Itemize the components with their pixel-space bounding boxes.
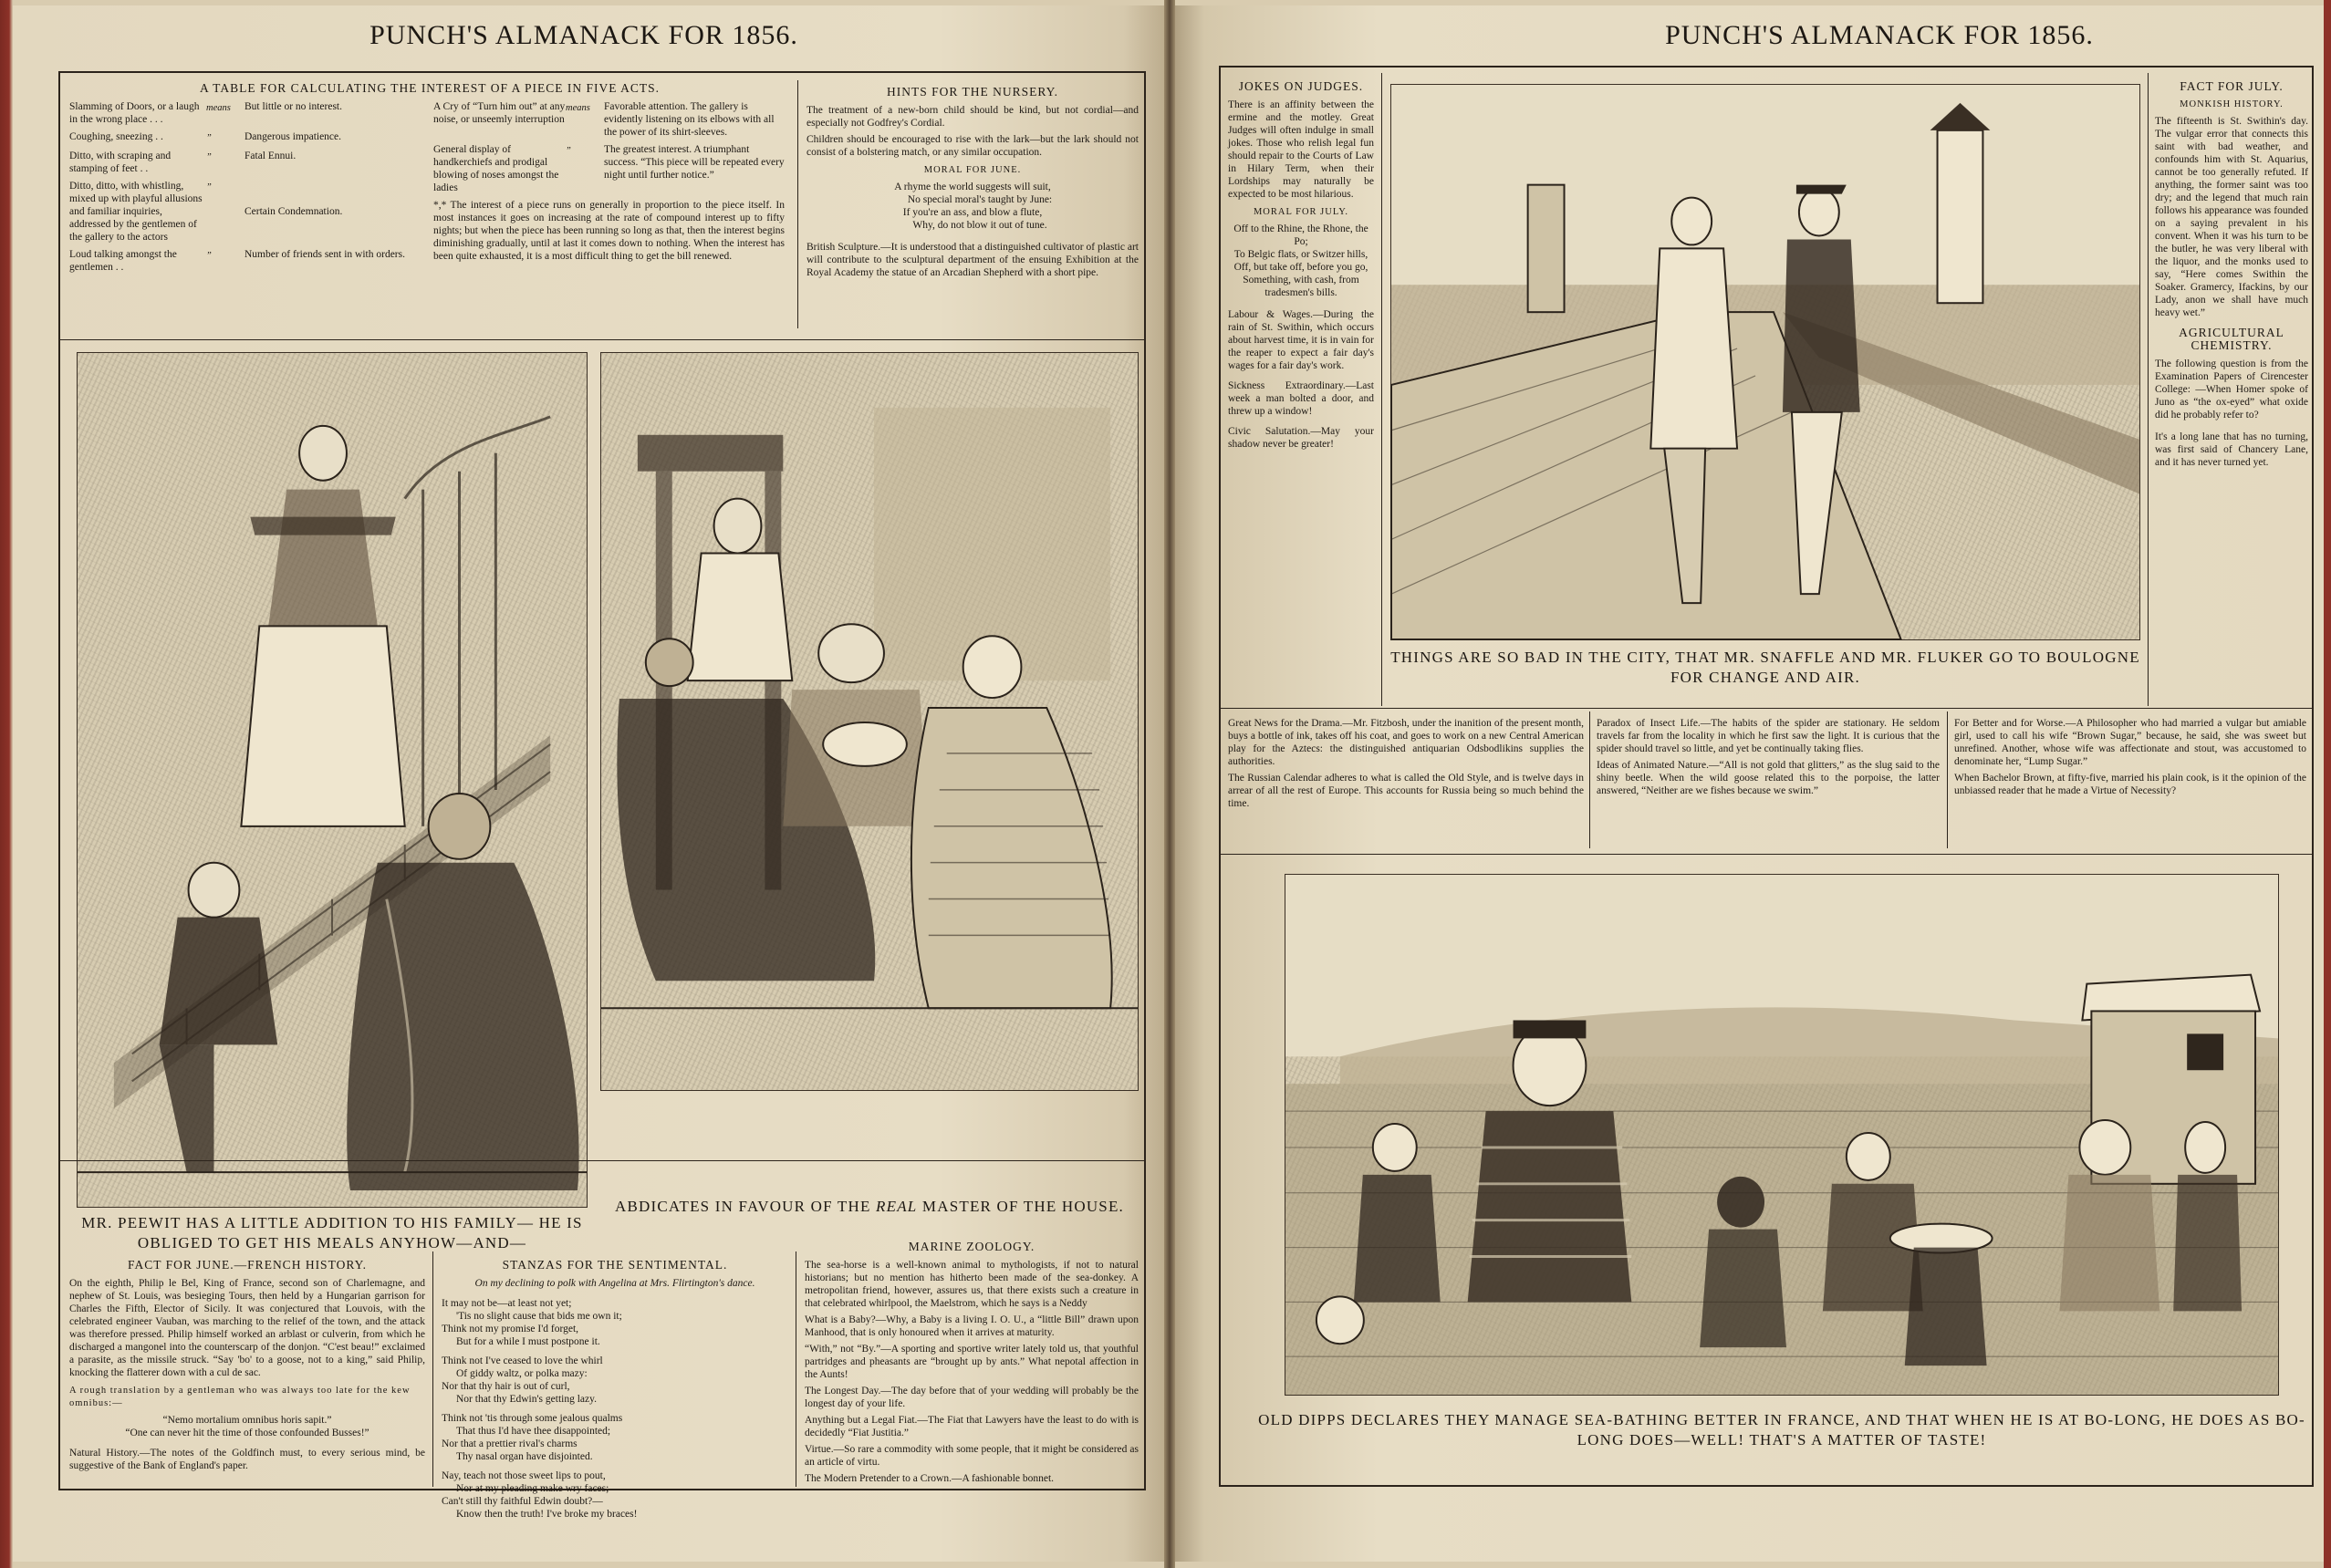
table-cause: Loud talking amongst the gentlemen . .: [69, 249, 177, 273]
verse-line: Nay, teach not those sweet lips to pout,: [442, 1470, 606, 1481]
verse-gap: [442, 1406, 788, 1412]
russian-calendar: The Russian Calendar adheres to what is called the Old Style, and is twelve days in arrear of all the rest of Europe. This accounts for Russia being so much behind the time.: [1228, 773, 1584, 809]
verse-line: To Belgic flats, or Switzer hills,: [1233, 249, 1368, 260]
interest-table-right-column: [433, 100, 785, 278]
english-quote: “One can never hit the time of those confounded Busses!”: [125, 1428, 369, 1438]
column-rule: [1381, 73, 1382, 706]
table-cause: Coughing, sneezing . .: [69, 131, 163, 142]
table-cause: Ditto, with scraping and stamping of feet . .: [69, 151, 172, 174]
verse-gap: [442, 1348, 788, 1355]
engraving-snaffle: [1390, 84, 2140, 640]
caption-snaffle: THINGS ARE SO BAD IN THE CITY, THAT MR. SNAFFLE AND MR. FLUKER GO TO BOULOGNE FOR CHANGE AND AIR.: [1390, 649, 2140, 686]
stanzas-verse: [442, 1297, 788, 1521]
verse-line: Nor at my pleading make wry faces;: [456, 1483, 609, 1494]
verse-line: Think not my promise I'd forget,: [442, 1324, 579, 1334]
caption-abdicates-emphasis: REAL: [876, 1198, 918, 1215]
ideas-animated-nature: Ideas of Animated Nature.—“All is not gold that glitters,” as the slug said to the shiny beetle. When the wild goose related this to the porpoise, the latter answered, “Neither are we fishes because we swim.”: [1597, 760, 1940, 796]
book-gutter: [1164, 0, 1175, 1568]
engraving-abdicates-art: [601, 353, 1138, 1090]
table-effect: Number of friends sent in with orders.: [245, 249, 405, 260]
paradox-insect-life: Paradox of Insect Life.—The habits of the spider are stationary. He seldom travels far from the locality in which he first saw the light. It is curious that the spider should travel so little, and yet be continually taking flies.: [1597, 718, 1940, 754]
agricultural-chemistry-body: The following question is from the Examination Papers of Cirencester College: —When Homer spoke of Juno as “the ox-eyed” what oxide did he probably refer to?: [2155, 358, 2308, 421]
fact-for-june: [69, 1259, 425, 1487]
book-edge: [2324, 0, 2331, 1568]
table-ditto: ”: [206, 152, 212, 162]
verse-line: Think not I've ceased to love the whirl: [442, 1355, 603, 1366]
verse-line: 'Tis no slight cause that bids me own it;: [456, 1311, 622, 1322]
table-cause: General display of handkerchiefs and prodigal blowing of noses amongst the ladies: [433, 144, 559, 193]
section-rule: [60, 1160, 1144, 1161]
table-ditto: ”: [206, 133, 212, 143]
marine-paragraph: The Modern Pretender to a Crown.—A fashionable bonnet.: [805, 1473, 1055, 1484]
drama-russian-column: [1228, 717, 1584, 854]
section-rule: [60, 339, 1144, 340]
marine-paragraph: The sea-horse is a well-known animal to mythologists, if not to natural historians; but no mention has hitherto been made of the sea-donkey. A metropolitan friend, however, assures us, that there exists such a creature in that celebrated whirlpool, the Maelstrom, which he says is a Neddy: [805, 1260, 1139, 1309]
latin-quote: “Nemo mortalium omnibus horis sapit.”: [162, 1415, 332, 1426]
nursery-paragraph: Children should be encouraged to rise with the lark—but the lark should not consist of a bolstering match, or any similar occupation.: [806, 134, 1139, 158]
interest-table-left-column: [69, 100, 421, 278]
agricultural-chemistry-title: AGRICULTURAL CHEMISTRY.: [2179, 326, 2284, 352]
table-row: [69, 180, 421, 244]
table-ditto: ”: [566, 146, 571, 156]
table-means: means: [566, 103, 590, 113]
british-sculpture: British Sculpture.—It is understood that a distinguished cultivator of plastic art will contribute to the sculptural department of the ensuing Exhibition at the Royal Academy the statue of an Arcadian Shepherd with a short pipe.: [806, 242, 1139, 278]
verse-line: Off, but take off, before you go,: [1233, 262, 1368, 273]
caption-abdicates: [600, 1197, 1139, 1217]
stanzas-for-sentimental: [442, 1258, 788, 1520]
table-row: [69, 150, 421, 175]
moral-july-verse: [1228, 223, 1374, 299]
caption-peewit: MR. PEEWIT HAS A LITTLE ADDITION TO HIS FAMILY— HE IS OBLIGED TO GET HIS MEALS ANYHOW—AND—: [81, 1214, 583, 1251]
column-rule: [432, 1251, 433, 1487]
table-means: means: [206, 103, 231, 113]
interest-table-title: A TABLE FOR CALCULATING THE INTEREST OF A PIECE IN FIVE ACTS.: [200, 81, 660, 95]
table-row: [69, 100, 421, 126]
table-effect: Dangerous impatience.: [245, 131, 342, 142]
verse-line: Something, with cash, from tradesmen's bills.: [1243, 275, 1359, 298]
hints-for-nursery: [806, 86, 1139, 330]
natural-history: Natural History.—The notes of the Goldfinch must, to every serious mind, be suggestive of the Bank of England's paper.: [69, 1448, 425, 1471]
judges-title: JOKES ON JUDGES.: [1238, 79, 1364, 93]
caption-abdicates-start: ABDICATES IN FAVOUR OF THE: [615, 1198, 871, 1215]
verse-line: Thy nasal organ have disjointed.: [456, 1451, 593, 1462]
verse-line: If you're an ass, and blow a flute,: [902, 207, 1043, 218]
caption-abdicates-end: MASTER OF THE HOUSE.: [921, 1198, 1124, 1215]
right-page-header: PUNCH'S ALMANACK FOR 1856.: [1665, 20, 2094, 50]
engraving-snaffle-art: [1391, 85, 2139, 639]
marine-paragraph: Virtue.—So rare a commodity with some people, that it might be considered as an article of virtu.: [805, 1444, 1139, 1468]
verse-line: Nor that thy Edwin's getting lazy.: [456, 1394, 597, 1405]
marine-paragraph: What is a Baby?—Why, a Baby is a living I. O. U., a “little Bill” drawn upon Manhood, that is only honoured when it arrives at maturity.: [805, 1314, 1139, 1338]
section-rule: [1221, 854, 2312, 855]
engraving-peewit-art: [78, 353, 587, 1207]
interest-note: *,* The interest of a piece runs on generally in proportion to the piece itself. In most instances it goes on increasing at the rate of compound interest up to fifty nights; but when the piece has been running so long as that, then the interest begins diminishing gradually, until at last it comes down to nothing. When the interest has been quite exhausted, it is a most difficult thing to get the bill renewed.: [433, 200, 785, 262]
table-effect: Fatal Ennui.: [245, 151, 297, 161]
column-rule: [1947, 711, 1948, 848]
verse-line: Off to the Rhine, the Rhone, the Po;: [1233, 223, 1368, 247]
verse-line: Know then the truth! I've broke my braces!: [456, 1509, 638, 1520]
long-lane: It's a long lane that has no turning, was first said of Chancery Lane, and it has never turned yet.: [2155, 431, 2308, 468]
engraving-peewit: [77, 352, 588, 1208]
sickness-extraordinary: Sickness Extraordinary.—Last week a man bolted a door, and threw up a window!: [1228, 380, 1374, 417]
stanzas-subtitle: On my declining to polk with Angelina at Mrs. Flirtington's dance.: [474, 1278, 755, 1289]
fact-for-july: [2155, 80, 2308, 710]
labour-wages: Labour & Wages.—During the rain of St. Swithin, which occurs about harvest time, it is in vain for the reaper to expect a fair day's wages for a fair day's work.: [1228, 309, 1374, 371]
nursery-title: HINTS FOR THE NURSERY.: [886, 85, 1059, 99]
right-page-frame: [1219, 66, 2314, 1487]
table-ditto: ”: [206, 251, 212, 261]
insect-ideas-column: [1597, 717, 1940, 854]
engraving-abdicates: [600, 352, 1139, 1091]
great-news-drama: Great News for the Drama.—Mr. Fitzbosh, under the inanition of the present month, buys a bottle of ink, takes off his coat, and goes to work on a new Central American play for the Aztecs: the distinguished antiquarian Odsbodlikins supplies the authorities.: [1228, 718, 1584, 767]
marine-zoology: [805, 1241, 1139, 1487]
stanzas-title: STANZAS FOR THE SENTIMENTAL.: [502, 1258, 728, 1272]
jokes-on-judges: [1228, 80, 1374, 710]
verse-line: Think not 'tis through some jealous qualms: [442, 1413, 623, 1424]
marine-title: MARINE ZOOLOGY.: [908, 1240, 1035, 1253]
table-effect: Certain Condemnation.: [245, 206, 343, 217]
table-cause: A Cry of “Turn him out” at any noise, or unseemly interruption: [433, 101, 566, 125]
fact-july-title: FACT FOR JULY.: [2180, 79, 2284, 93]
fact-june-title: FACT FOR JUNE.—FRENCH HISTORY.: [128, 1258, 367, 1272]
better-worse-column: [1954, 717, 2306, 854]
table-cause: Ditto, ditto, with whistling, mixed up with playful allusions and familiar inquiries, addressed by the gentlemen of the gallery to the actors: [69, 181, 203, 243]
bachelor-brown: When Bachelor Brown, at fifty-five, married his plain cook, is it the opinion of the unbiassed reader that he made a Virtue of Necessity?: [1954, 773, 2306, 796]
moral-june-title: MORAL FOR JUNE.: [923, 165, 1022, 175]
table-effect: But little or no interest.: [245, 101, 342, 112]
verse-line: Why, do not blow it out of tune.: [912, 220, 1047, 231]
marine-paragraph: The Longest Day.—The day before that of your wedding will probably be the longest day of your life.: [805, 1386, 1139, 1409]
interest-table: [69, 82, 790, 328]
left-page-frame: [58, 71, 1146, 1520]
verse-line: Nor that a prettier rival's charms: [442, 1438, 578, 1449]
table-row: [433, 143, 785, 194]
fact-july-body: The fifteenth is St. Swithin's day. The vulgar error that connects this saint with bad weather, and confounds him with St. Aquarius, cannot be too generally refuted. If anything, the former saint was too dry; and the legend that much rain follows his appearance was founded on a saying prevalent in his convent. When it was his turn to be the butler, he was very liberal with the liquor, and the monks used to say, “Here comes Swithin the Soaker. Gramercy, Ifackins, by our Lady, anon we shall have much heavy wet.”: [2155, 116, 2308, 318]
moral-july-title: MORAL FOR JULY.: [1253, 207, 1349, 217]
verse-line: That thus I'd have thee disappointed;: [456, 1426, 611, 1437]
moral-june-verse: [806, 181, 1139, 232]
translation-intro: A rough translation by a gentleman who was always too late for the kew omnibus:—: [69, 1386, 411, 1408]
table-row: [69, 130, 421, 145]
verse-line: But for a while I must postpone it.: [456, 1336, 600, 1347]
verse-line: Nor that thy hair is out of curl,: [442, 1381, 570, 1392]
verse-line: Can't still thy faithful Edwin doubt?—: [442, 1496, 603, 1507]
table-effect: The greatest interest. A triumphant success. “This piece will be repeated every night until further notice.”: [604, 144, 785, 181]
table-row: [69, 248, 421, 274]
engraving-dipps-art: [1285, 875, 2278, 1395]
nursery-paragraph: The treatment of a new-born child should be kind, but not cordial—and especially not Godfrey's Cordial.: [806, 105, 1139, 129]
column-rule: [2148, 73, 2149, 706]
table-ditto: ”: [206, 182, 212, 192]
verse-gap: [442, 1463, 788, 1469]
verse-line: No special moral's taught by June:: [907, 194, 1053, 205]
table-row: [433, 100, 785, 139]
verse-line: Of giddy waltz, or polka mazy:: [456, 1368, 588, 1379]
engraving-dipps: [1285, 874, 2279, 1396]
verse-line: It may not be—at least not yet;: [442, 1298, 572, 1309]
marine-paragraph: “With,” not “By.”—A sporting and sportive writer lately told us, that youthful partridges and pheasants are “brought up by ants.” What nepotal affection in the Aunts!: [805, 1344, 1139, 1380]
left-page-header: PUNCH'S ALMANACK FOR 1856.: [369, 20, 798, 50]
caption-dipps: OLD DIPPS DECLARES THEY MANAGE SEA-BATHING BETTER IN FRANCE, AND THAT WHEN HE IS AT BO-LONG, HE DOES AS BO-LONG DOES—WELL! THAT'S A MATTER OF TASTE!: [1258, 1411, 2305, 1449]
table-cause: Slamming of Doors, or a laugh in the wrong place . . .: [69, 101, 200, 125]
verse-line: A rhyme the world suggests will suit,: [894, 182, 1051, 192]
civic-salutation: Civic Salutation.—May your shadow never be greater!: [1228, 426, 1374, 450]
fact-june-body: On the eighth, Philip le Bel, King of France, second son of Charlemagne, and nephew of St. Louis, was besieging Tours, then held by a Hungarian garrison for Charles the Fifth, Elector of Sicily. It was conjectured that Louvois, with the celebrated engineer Vauban, was marching to the relief of the town, and the attack was therefore pressed. Philip himself worked an arblast or culverin, from which he discharged a mangonel into the counterscarp of the donjon. “C'est beau!” exclaimed a parasite, as the missile struck. “Say 'bo' to a goose, not to a king,” said Philip, knocking the flatterer down with a cul de sac.: [69, 1278, 425, 1378]
section-rule: [1221, 708, 2312, 709]
column-rule: [797, 80, 798, 328]
judges-body: There is an affinity between the ermine and the motley. Great Judges will often indulge in small jokes. Those who relish legal fun should repair to the Courts of Law in Hilary Term, when their Lordships may naturally be expected to be most hilarious.: [1228, 99, 1374, 200]
table-effect: Favorable attention. The gallery is evidently listening on its elbows with all the power of its shirt-sleeves.: [604, 101, 775, 138]
monkish-history-title: MONKISH HISTORY.: [2180, 99, 2284, 109]
marine-paragraph: Anything but a Legal Fiat.—The Fiat that Lawyers have the least to do with is decidedly “Fiat Justitia.”: [805, 1415, 1139, 1438]
column-rule: [1589, 711, 1590, 848]
for-better-and-worse: For Better and for Worse.—A Philosopher who had married a vulgar but amiable girl, used to call his wife “Brown Sugar,” because, he said, she was sweet but unrefined. Another, whose wife was affectionate and stout, was accustomed to denominate her, “Lump Sugar.”: [1954, 718, 2306, 767]
